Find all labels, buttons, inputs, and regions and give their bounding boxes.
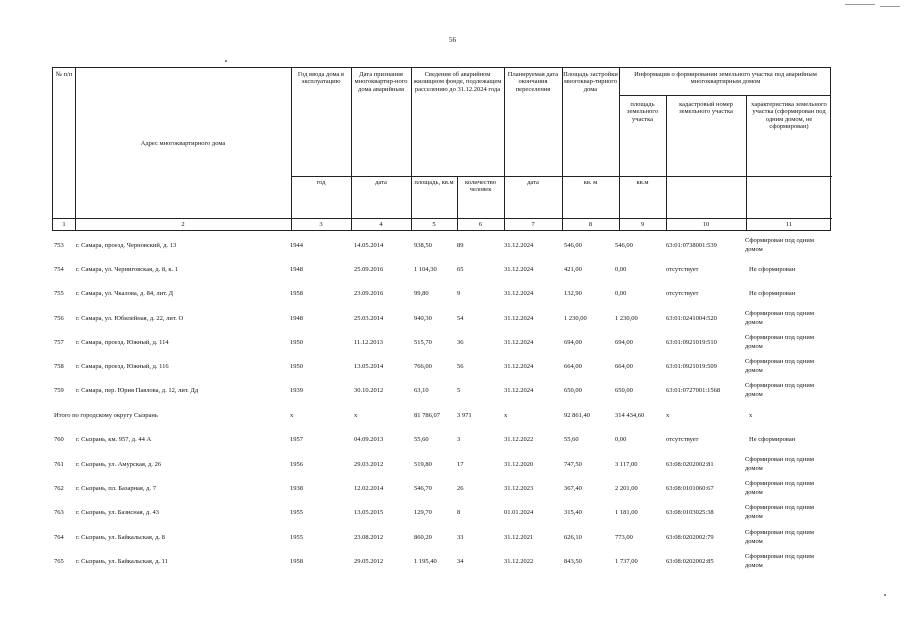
cell-num: 757 [54,339,64,346]
cell-year: x [290,412,294,419]
cell-land-area: 3 117,00 [615,461,638,468]
cell-cadastral: 63:01:0738001:539 [666,242,717,249]
cell-area: 519,80 [414,461,432,468]
cell-land-area: 0,00 [615,436,627,443]
table-row [52,260,831,284]
col-planned-date-header: Планируемая дата окончания переселения [507,71,559,93]
cell-num: 756 [54,315,64,322]
cell-planned: 31.12.2024 [504,387,534,394]
cell-num: 759 [54,387,64,394]
cell-date: x [354,412,358,419]
cell-address: г. Самара, пер. Юрия Павлова, д. 12, лит. Дд [76,387,199,394]
cell-people: 3 971 [457,412,472,419]
cell-date: 25.03.2014 [354,315,384,322]
cell-address: г. Самара, ул. Юбилейная, д. 22, лит. О [76,315,184,322]
cell-year: 1956 [290,461,303,468]
cell-people: 34 [457,558,464,565]
table-row [52,430,831,454]
cell-cadastral: 63:08:0202002:81 [666,461,714,468]
corner-mark [880,6,900,7]
cell-planned: 31.12.2024 [504,266,534,273]
scan-dot [884,594,886,596]
cell-area: 1 195,40 [414,558,437,565]
cell-planned: x [504,412,508,419]
cell-cadastral: отсутствует [666,266,699,273]
cell-date: 13.05.2015 [354,509,384,516]
cell-cadastral: x [666,412,670,419]
col-num-header: № п/п [55,71,73,78]
cell-area: 55,60 [414,436,429,443]
table-row [52,236,831,260]
cell-area: 766,00 [414,363,432,370]
cell-build-area: 1 230,00 [564,315,587,322]
cell-date: 25.09.2016 [354,266,384,273]
cell-planned: 31.12.2024 [504,339,534,346]
cell-characteristic: Не сформирован [749,436,796,443]
cell-characteristic: Сформирован под одним домом [745,553,814,569]
cell-land-area: 1 181,00 [615,509,638,516]
colnum-1: 1 [62,221,66,228]
page-number: 56 [449,36,456,44]
cell-cadastral: 63:08:0103025:38 [666,509,714,516]
cell-land-area: 1 737,00 [615,558,638,565]
cell-total-label: Итого по городскому округу Сызрань [54,412,158,419]
cell-num: 753 [54,242,64,249]
cell-area: 515,70 [414,339,432,346]
cell-date: 29.03.2012 [354,461,384,468]
cell-planned: 31.12.2023 [504,485,534,492]
cell-characteristic: Сформирован под одним домом [745,504,814,520]
cell-area: 99,80 [414,290,429,297]
table-row [52,552,831,576]
cell-date: 12.02.2014 [354,485,384,492]
col-cadastral-header: кадастровый номер земельного участка [679,101,733,116]
cell-year: 1948 [290,315,303,322]
cell-cadastral: 63:01:0241004:520 [666,315,717,322]
unit-year: год [316,179,326,186]
cell-cadastral: 63:01:0921019:509 [666,363,717,370]
cell-address: г. Сызрань, ул. Амурская, д. 26 [76,461,162,468]
cell-planned: 31.12.2022 [504,436,534,443]
cell-date: 13.05.2014 [354,363,384,370]
cell-build-area: 546,00 [564,242,582,249]
table-row [52,309,831,333]
cell-build-area: 55,60 [564,436,579,443]
cell-people: 36 [457,339,464,346]
cell-year: 1950 [290,339,303,346]
colnum-11: 11 [785,221,793,228]
cell-address: г. Сызрань, ул. Базисная, д. 43 [76,509,159,516]
cell-date: 04.09.2013 [354,436,384,443]
cell-land-area: 1 230,00 [615,315,638,322]
cell-characteristic: Сформирован под одним домом [745,237,814,253]
col-characteristic-header: характеристика земельного участка (сформирован под одним домом, не сформирован) [751,101,827,131]
col-recognition-date-header: Дата признания многоквартир-ного дома аварийным [354,71,408,93]
unit-planned-date: дата [527,179,539,186]
cell-land-area: 650,00 [615,387,633,394]
cell-planned: 31.12.2024 [504,242,534,249]
cell-build-area: 92 861,40 [564,412,590,419]
cell-planned: 01.01.2024 [504,509,534,516]
col-build-area-header: Площадь застройки многоквар-тирного дома [563,71,618,93]
cell-num: 758 [54,363,64,370]
cell-build-area: 843,50 [564,558,582,565]
cell-people: 9 [457,290,461,297]
cell-year: 1958 [290,558,303,565]
cell-area: 1 104,30 [414,266,437,273]
cell-planned: 31.12.2024 [504,315,534,322]
cell-year: 1950 [290,363,303,370]
corner-mark [845,4,875,5]
cell-land-area: 773,00 [615,534,633,541]
cell-area: 860,20 [414,534,432,541]
cell-characteristic: Сформирован под одним домом [745,358,814,374]
cell-planned: 31.12.2021 [504,534,534,541]
cell-characteristic: Сформирован под одним домом [745,456,814,472]
colnum-3: 3 [319,221,323,228]
cell-area: 938,50 [414,242,432,249]
cell-year: 1939 [290,387,303,394]
cell-build-area: 747,50 [564,461,582,468]
cell-address: г. Самара, проезд. Южный, д. 116 [76,363,169,370]
scan-dot [225,60,227,62]
cell-num: 763 [54,509,64,516]
cell-planned: 31.12.2022 [504,558,534,565]
table-row [52,333,831,357]
cell-year: 1948 [290,266,303,273]
cell-address: г. Самара, проезд. Южный, д. 114 [76,339,169,346]
cell-people: 26 [457,485,464,492]
cell-year: 1938 [290,485,303,492]
cell-characteristic: Сформирован под одним домом [745,382,814,398]
colnum-6: 6 [478,221,483,228]
colnum-2: 2 [181,221,185,228]
colnum-5: 5 [432,221,436,228]
unit-sqm-land: кв.м [636,179,649,186]
cell-year: 1957 [290,436,303,443]
cell-address: г. Сызрань, пл. Базарная, д. 7 [76,485,156,492]
cell-cadastral: 63:08:0202002:79 [666,534,714,541]
table-row [52,284,831,308]
cell-land-area: 2 201,00 [615,485,638,492]
cell-land-area: 314 434,60 [615,412,645,419]
cell-build-area: 626,10 [564,534,582,541]
cell-people: 65 [457,266,464,273]
col-land-area-header: площадь земельного участка [626,101,659,123]
cell-num: 762 [54,485,64,492]
cell-date: 11.12.2013 [354,339,384,346]
cell-characteristic: Сформирован под одним домом [745,334,814,350]
cell-build-area: 664,00 [564,363,582,370]
cell-characteristic: Сформирован под одним домом [745,529,814,545]
cell-land-area: 0,00 [615,290,627,297]
cell-area: 940,30 [414,315,432,322]
cell-cadastral: отсутствует [666,436,699,443]
col-fund-info-header: Сведения об аварийном жилищном фонде, подлежащем расселению до 31.12.2024 года [413,71,502,93]
table-header [52,67,831,231]
cell-area: 546,70 [414,485,432,492]
cell-address: г. Сызрань, ул. Байкальская, д. 11 [76,558,168,565]
cell-address: г. Самара, ул. Черниговская, д. 8, к. 1 [76,266,179,273]
colnum-10: 10 [702,221,710,228]
table-row [52,381,831,405]
cell-area: 129,70 [414,509,432,516]
colnum-4: 4 [379,221,383,228]
cell-characteristic: Сформирован под одним домом [745,310,814,326]
cell-date: 30.10.2012 [354,387,384,394]
cell-num: 760 [54,436,64,443]
cell-num: 754 [54,266,64,273]
cell-people: 33 [457,534,464,541]
colnum-8: 8 [588,221,593,228]
cell-cadastral: 63:01:0921019:510 [666,339,717,346]
unit-sqm: кв. м [583,179,598,186]
cell-cadastral: 63:01:0727001:1568 [666,387,721,394]
cell-land-area: 664,00 [615,363,633,370]
col-land-info-header: Информация о формировании земельного участка под аварийным многоквартирным домом [634,71,817,86]
cell-area: 63,10 [414,387,429,394]
cell-year: 1955 [290,509,303,516]
cell-build-area: 315,40 [564,509,582,516]
cell-num: 764 [54,534,64,541]
cell-year: 1944 [290,242,303,249]
cell-characteristic: Не сформирован [749,266,796,273]
cell-year: 1958 [290,290,303,297]
unit-area: площадь, кв.м [414,179,454,186]
cell-year: 1955 [290,534,303,541]
cell-people: 5 [457,387,461,394]
table-row [52,479,831,503]
unit-date: дата [375,179,387,186]
cell-build-area: 421,00 [564,266,582,273]
cell-planned: 31.12.2024 [504,290,534,297]
colnum-9: 9 [640,221,645,228]
cell-area: 81 786,07 [414,412,440,419]
cell-planned: 31.12.2020 [504,461,534,468]
cell-cadastral: отсутствует [666,290,699,297]
table-row-total [52,406,831,430]
colnum-7: 7 [531,221,535,228]
cell-characteristic: Не сформирован [749,290,796,297]
cell-date: 29.05.2012 [354,558,384,565]
table-row [52,455,831,479]
cell-date: 14.05.2014 [354,242,384,249]
cell-num: 765 [54,558,64,565]
cell-date: 23.09.2016 [354,290,384,297]
unit-people: количество человек [464,179,497,194]
table-row [52,503,831,527]
cell-num: 755 [54,290,64,297]
cell-land-area: 0,00 [615,266,627,273]
col-address-header: Адрес многоквартирного дома [140,140,226,147]
cell-people: 56 [457,363,464,370]
cell-people: 89 [457,242,464,249]
cell-people: 3 [457,436,461,443]
cell-date: 23.08.2012 [354,534,384,541]
cell-characteristic: Сформирован под одним домом [745,480,814,496]
cell-num: 761 [54,461,64,468]
cell-build-area: 367,40 [564,485,582,492]
cell-land-area: 694,00 [615,339,633,346]
cell-address: г. Сызрань, ул. Байкальская, д. 8 [76,534,165,541]
cell-people: 54 [457,315,464,322]
cell-people: 8 [457,509,461,516]
table-row [52,528,831,552]
cell-build-area: 650,00 [564,387,582,394]
cell-cadastral: 63:08:0202002:85 [666,558,714,565]
cell-characteristic: x [749,412,753,419]
col-year-header: Год ввода дома в эксплуатацию [297,71,345,86]
cell-land-area: 546,00 [615,242,633,249]
table-row [52,357,831,381]
cell-address: г. Самара, проезд. Черновский, д. 13 [76,242,177,249]
cell-address: г. Самара, ул. Чкалова, д. 84, лит. Д [76,290,174,297]
cell-build-area: 694,00 [564,339,582,346]
cell-build-area: 132,90 [564,290,582,297]
cell-address: г. Сызрань, км. 957, д. 44 А [76,436,152,443]
cell-planned: 31.12.2024 [504,363,534,370]
cell-cadastral: 63:08:0101060:67 [666,485,714,492]
cell-people: 17 [457,461,464,468]
